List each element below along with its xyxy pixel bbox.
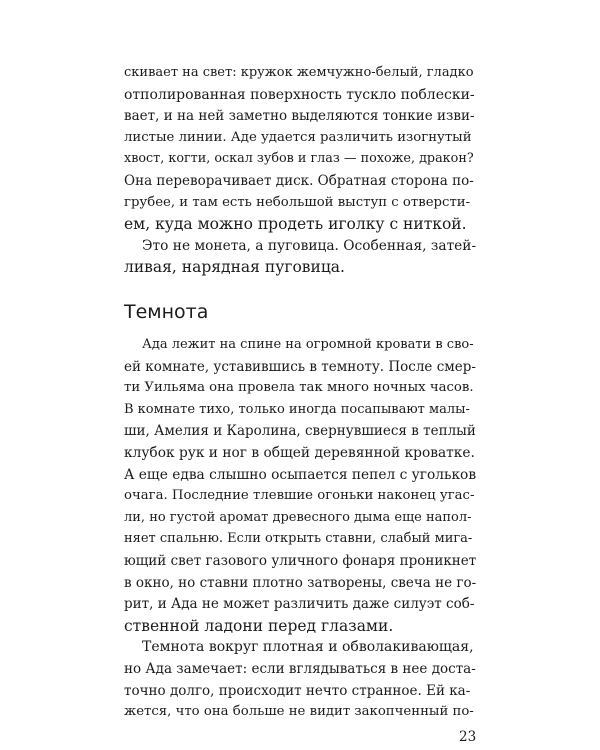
body-text-line: Это не монета, а пуговица. Особенная, затей- (142, 237, 477, 254)
page-number: 23 (459, 728, 477, 745)
body-text-line: очага. Последние тлевшие огоньки наконец угас- (124, 488, 475, 504)
body-text-line: вает, и на ней заметно выделяются тонкие изви- (124, 108, 475, 125)
body-text-line: ли, но густой аромат древесного дыма еще напол- (124, 509, 472, 525)
body-text-line: отполированная поверхность тускло поблески- (124, 86, 475, 103)
body-text-line: но Ада замечает: если вглядываться в нее доста- (124, 661, 476, 677)
body-text-line: рит, и Ада не может различить даже силуэт соб- (124, 596, 475, 613)
body-text-line: хвост, когти, оскал зубов и глаз — похоже, дракон? (124, 151, 474, 167)
body-text-line: ливая, нарядная пуговица. (124, 258, 345, 277)
body-text-line: ей комнате, уставившись в темноту. После смер- (124, 358, 476, 375)
body-text-line: Ада лежит на спине на огромной кровати в сво- (142, 337, 474, 352)
body-text-line: жется, что она больше не видит закопченный по- (124, 704, 474, 720)
body-text-line: ши, Амелия и Каролина, свернувшиеся в теплый (124, 423, 476, 440)
body-text-line: листые линии. Аде удается различить изогнутый (124, 129, 472, 145)
body-text-line: точно долго, происходит нечто странное. Ей ка- (124, 682, 471, 699)
body-text-line: в окно, но ставни плотно затворены, свеча не го- (124, 574, 477, 591)
body-text-line: ственной ладони перед глазами. (124, 616, 394, 635)
section-title: Темнота (124, 301, 209, 323)
body-text-line: няет спальню. Если открыть ставни, слабый мига- (124, 531, 473, 547)
body-text-line: скивает на свет: кружок жемчужно-белый, гладко (124, 65, 474, 80)
body-text-line: А еще едва слышно осыпается пепел с угольков (124, 466, 477, 483)
body-text-line: ем, куда можно продеть иголку с ниткой. (124, 215, 467, 234)
body-text-line: Она переворачивает диск. Обратная сторона по- (124, 173, 474, 189)
body-text-line: грубее, и там есть небольшой выступ с отверсти- (124, 194, 471, 210)
body-text-line: клубок рук и ног в общей деревянной кроватке. (124, 445, 475, 461)
body-text-line: В комнате тихо, только иногда посапывают малы- (124, 401, 470, 417)
body-text-line: Темнота вокруг плотная и обволакивающая, (142, 639, 474, 656)
body-text-line: ющий свет газового уличного фонаря проникнет (124, 553, 477, 569)
body-text-line: ти Уильяма она провела так много ночных часов. (124, 380, 474, 396)
